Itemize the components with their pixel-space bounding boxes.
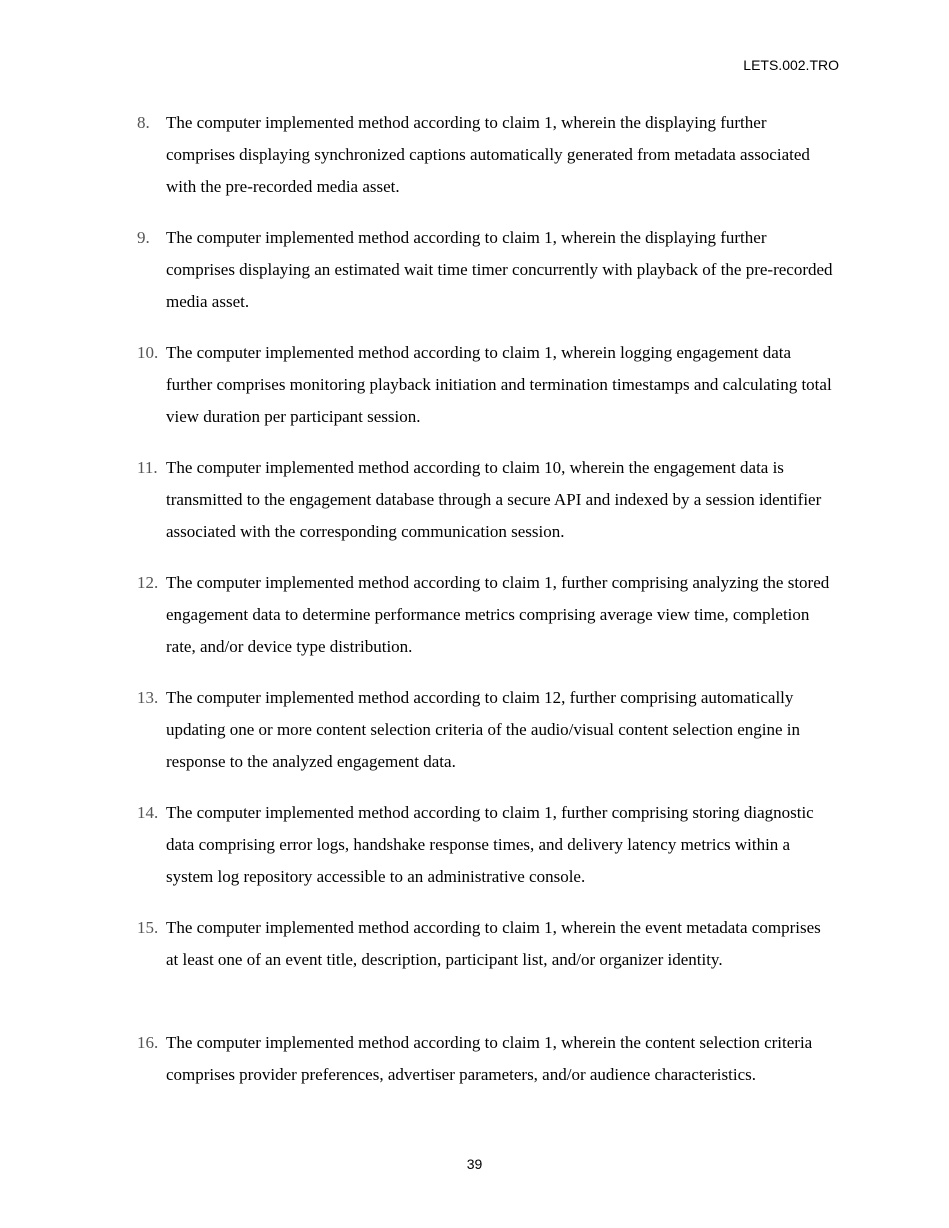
claim-item bbox=[0, 797, 949, 912]
claim-number: 14. bbox=[137, 803, 159, 822]
claim-number: 11. bbox=[137, 458, 158, 477]
claim-item bbox=[0, 912, 949, 1027]
claim-item bbox=[0, 222, 949, 337]
claim-item bbox=[0, 107, 949, 222]
claim-text: The computer implemented method according to claim 1, wherein the content selection criteria comprises provider preferences, advertiser parameters, and/or audience characteristics. bbox=[166, 1033, 813, 1084]
claim-number: 9. bbox=[137, 228, 150, 247]
claim-text: The computer implemented method according to claim 1, wherein the displaying further comprises displaying an estimated wait time timer concurrently with playback of the pre-recorded media asset. bbox=[166, 228, 833, 311]
claim-number: 16. bbox=[137, 1033, 159, 1052]
document-id: LETS.002.TRO bbox=[743, 57, 839, 73]
claim-number: 10. bbox=[137, 343, 159, 362]
claim-text: The computer implemented method according to claim 1, further comprising storing diagnostic data comprising error logs, handshake response times, and delivery latency metrics within a system log repository accessible to an administrative console. bbox=[166, 803, 814, 886]
claim-number: 13. bbox=[137, 688, 159, 707]
claim-text: The computer implemented method according to claim 1, wherein logging engagement data further comprises monitoring playback initiation and termination timestamps and calculating total view duration per participant session. bbox=[166, 343, 832, 426]
claim-number: 15. bbox=[137, 918, 159, 937]
page-number: 39 bbox=[466, 1156, 483, 1172]
claim-text: The computer implemented method according to claim 12, further comprising automatically updating one or more content selection criteria of the audio/visual content selection engine in response to the analyzed engagement data. bbox=[166, 688, 800, 771]
claim-item bbox=[0, 1027, 949, 1142]
claim-number: 12. bbox=[137, 573, 159, 592]
claim-text: The computer implemented method according to claim 1, wherein the event metadata comprises at least one of an event title, description, participant list, and/or organizer identity. bbox=[166, 918, 821, 969]
claim-text: The computer implemented method according to claim 10, wherein the engagement data is transmitted to the engagement database through a secure API and indexed by a session identifier associated with the corresponding communication session. bbox=[166, 458, 822, 541]
claim-number: 8. bbox=[137, 113, 150, 132]
claims-list bbox=[0, 107, 949, 1142]
claim-item bbox=[0, 452, 949, 567]
claim-text: The computer implemented method according to claim 1, further comprising analyzing the stored engagement data to determine performance metrics comprising average view time, completion rate, and/or device type distribution. bbox=[166, 573, 830, 656]
claim-item bbox=[0, 337, 949, 452]
claim-item bbox=[0, 567, 949, 682]
claim-text: The computer implemented method according to claim 1, wherein the displaying further comprises displaying synchronized captions automatically generated from metadata associated with the pre-recorded media asset. bbox=[166, 113, 810, 196]
claim-item bbox=[0, 682, 949, 797]
